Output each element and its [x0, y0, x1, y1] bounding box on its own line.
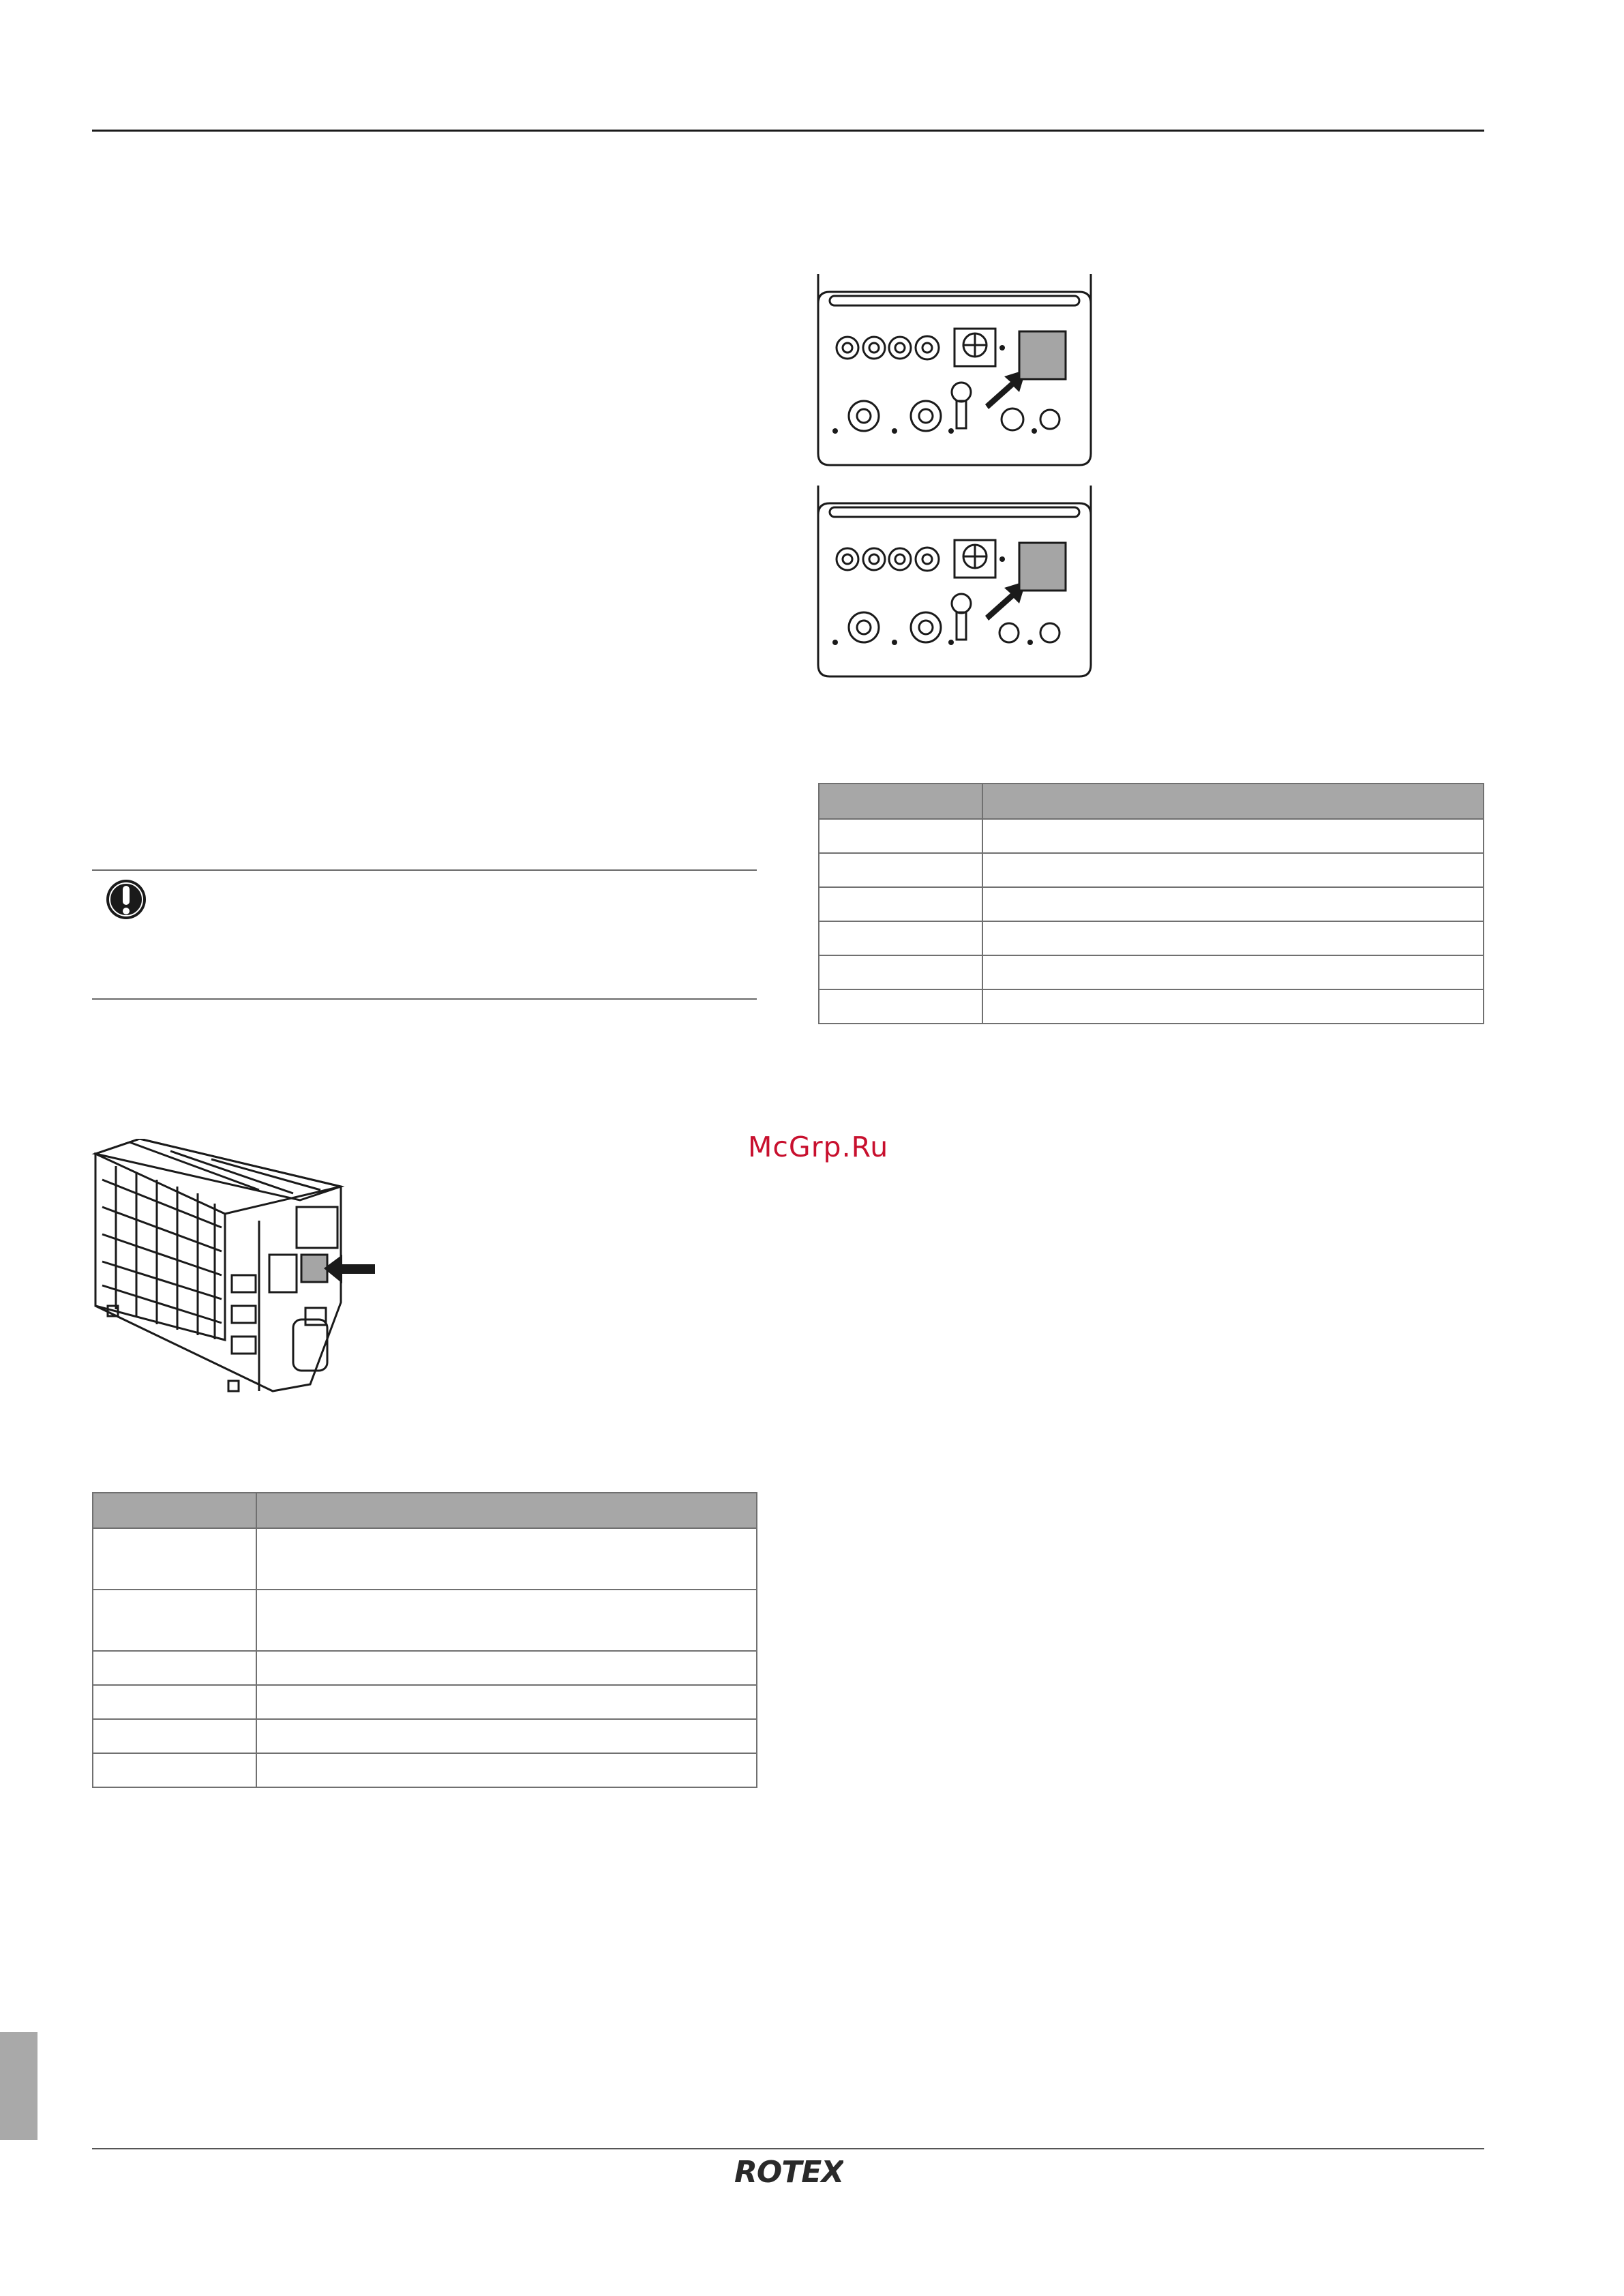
table-cell — [819, 921, 982, 955]
table-row — [819, 955, 1484, 989]
table-cell — [819, 989, 982, 1024]
table-cell — [256, 1753, 757, 1787]
table-cell — [982, 887, 1484, 921]
table-cell — [93, 1719, 256, 1753]
table-row — [93, 1719, 757, 1753]
table-row — [819, 819, 1484, 853]
table-header-row — [93, 1493, 757, 1528]
table-cell — [982, 819, 1484, 853]
table-cell — [256, 1685, 757, 1719]
table-cell — [982, 853, 1484, 887]
notice-top-rule — [92, 869, 757, 871]
table-cell — [819, 887, 982, 921]
notice-block — [92, 876, 757, 996]
table-header-row — [819, 784, 1484, 819]
table-cell — [93, 1651, 256, 1685]
table-header-cell — [93, 1493, 256, 1528]
table-cell — [93, 1590, 256, 1651]
spec-table-left — [92, 1492, 757, 1788]
table-row — [819, 921, 1484, 955]
table-cell — [982, 921, 1484, 955]
table-cell — [819, 853, 982, 887]
terminal-panel-figure-top — [815, 273, 1094, 469]
table-cell — [256, 1719, 757, 1753]
svg-text:ROTEX: ROTEX — [734, 2155, 843, 2189]
header-rule — [92, 130, 1484, 132]
exclamation-circle-icon — [106, 876, 147, 923]
watermark: McGrp.Ru — [748, 1131, 889, 1163]
table-cell — [93, 1685, 256, 1719]
table-header-cell — [982, 784, 1484, 819]
footer-rule — [92, 2148, 1484, 2149]
table-cell — [982, 989, 1484, 1024]
outdoor-unit-figure — [89, 1139, 389, 1398]
rotex-logo — [734, 2153, 843, 2189]
notice-bottom-rule — [92, 998, 757, 1000]
table-row — [93, 1528, 757, 1590]
table-cell — [256, 1651, 757, 1685]
table-cell — [819, 955, 982, 989]
table-row — [93, 1753, 757, 1787]
table-row — [819, 853, 1484, 887]
table-header-cell — [256, 1493, 757, 1528]
table-cell — [982, 955, 1484, 989]
table-cell — [93, 1528, 256, 1590]
table-row — [819, 989, 1484, 1024]
table-row — [93, 1590, 757, 1651]
spec-table-right — [818, 783, 1484, 1024]
table-row — [93, 1651, 757, 1685]
table-row — [93, 1685, 757, 1719]
terminal-panel-figure-bottom — [815, 484, 1094, 681]
table-header-cell — [819, 784, 982, 819]
table-row — [819, 887, 1484, 921]
table-cell — [93, 1753, 256, 1787]
table-cell — [256, 1590, 757, 1651]
table-cell — [819, 819, 982, 853]
table-cell — [256, 1528, 757, 1590]
chapter-side-tab — [0, 2032, 37, 2140]
